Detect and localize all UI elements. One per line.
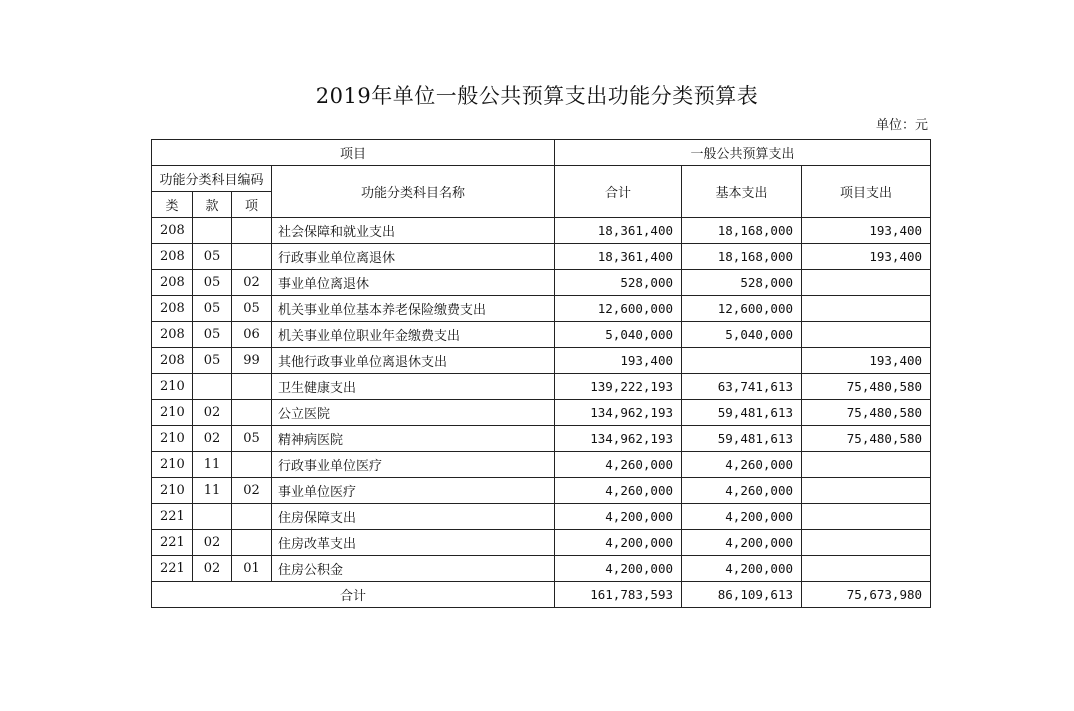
cell-basic: 63,741,613 [682,374,802,400]
cell-project: 75,480,580 [802,374,931,400]
header-basic: 基本支出 [682,166,802,218]
cell-xiang [232,374,272,400]
table-row [152,400,931,426]
cell-basic: 4,200,000 [682,530,802,556]
cell-lei: 210 [152,400,193,426]
cell-project: 75,480,580 [802,400,931,426]
cell-total: 18,361,400 [555,244,682,270]
cell-xiang: 99 [232,348,272,374]
cell-lei: 210 [152,374,193,400]
cell-basic: 18,168,000 [682,244,802,270]
cell-basic: 18,168,000 [682,218,802,244]
cell-xiang: 05 [232,426,272,452]
cell-basic: 59,481,613 [682,426,802,452]
cell-kuan: 02 [193,426,232,452]
table-row [152,322,931,348]
cell-project: 193,400 [802,244,931,270]
cell-total: 4,200,000 [555,530,682,556]
table-row [152,452,931,478]
cell-subject-name: 机关事业单位基本养老保险缴费支出 [272,296,555,322]
cell-total: 12,600,000 [555,296,682,322]
cell-total: 4,200,000 [555,556,682,582]
cell-subject-name: 行政事业单位离退休 [272,244,555,270]
cell-lei: 221 [152,530,193,556]
cell-xiang: 06 [232,322,272,348]
cell-subject-name: 其他行政事业单位离退休支出 [272,348,555,374]
cell-project [802,478,931,504]
cell-basic: 12,600,000 [682,296,802,322]
cell-kuan: 11 [193,478,232,504]
cell-basic: 4,260,000 [682,452,802,478]
cell-basic: 528,000 [682,270,802,296]
cell-subject-name: 住房保障支出 [272,504,555,530]
cell-basic: 4,260,000 [682,478,802,504]
header-total: 合计 [555,166,682,218]
cell-kuan: 05 [193,322,232,348]
table-row [152,426,931,452]
footer-total: 161,783,593 [555,582,682,608]
header-kuan: 款 [193,192,232,218]
cell-subject-name: 住房改革支出 [272,530,555,556]
cell-lei: 210 [152,478,193,504]
cell-basic: 5,040,000 [682,322,802,348]
cell-total: 528,000 [555,270,682,296]
cell-kuan: 02 [193,556,232,582]
cell-kuan: 11 [193,452,232,478]
header-code-group: 功能分类科目编码 [152,166,272,192]
cell-subject-name: 卫生健康支出 [272,374,555,400]
table-row [152,218,931,244]
cell-project [802,504,931,530]
cell-subject-name: 行政事业单位医疗 [272,452,555,478]
cell-kuan: 02 [193,400,232,426]
cell-lei: 208 [152,296,193,322]
cell-project [802,296,931,322]
cell-project: 193,400 [802,348,931,374]
footer-total-label: 合计 [152,582,555,608]
table-row [152,556,931,582]
cell-kuan: 02 [193,530,232,556]
cell-project: 193,400 [802,218,931,244]
header-general-budget: 一般公共预算支出 [555,140,931,166]
cell-subject-name: 机关事业单位职业年金缴费支出 [272,322,555,348]
cell-xiang: 01 [232,556,272,582]
table-row [152,478,931,504]
cell-total: 4,200,000 [555,504,682,530]
cell-lei: 208 [152,270,193,296]
cell-subject-name: 事业单位医疗 [272,478,555,504]
cell-total: 5,040,000 [555,322,682,348]
cell-project [802,530,931,556]
header-project-expense: 项目支出 [802,166,931,218]
cell-kuan [193,218,232,244]
cell-subject-name: 住房公积金 [272,556,555,582]
cell-lei: 208 [152,244,193,270]
table-row [152,530,931,556]
table-row [152,270,931,296]
cell-kuan [193,374,232,400]
cell-lei: 221 [152,556,193,582]
cell-xiang [232,530,272,556]
table-row [152,374,931,400]
cell-project: 75,480,580 [802,426,931,452]
cell-lei: 208 [152,218,193,244]
cell-lei: 210 [152,452,193,478]
cell-xiang [232,400,272,426]
header-project: 项目 [152,140,555,166]
cell-xiang [232,244,272,270]
table-row [152,244,931,270]
cell-kuan [193,504,232,530]
cell-lei: 210 [152,426,193,452]
page-title: 2019年单位一般公共预算支出功能分类预算表 [315,84,759,108]
cell-basic: 4,200,000 [682,504,802,530]
cell-project [802,270,931,296]
cell-basic [682,348,802,374]
budget-table [151,139,931,608]
unit-label: 单位：元 [875,118,928,133]
table-row [152,348,931,374]
cell-total: 193,400 [555,348,682,374]
cell-total: 4,260,000 [555,452,682,478]
cell-lei: 221 [152,504,193,530]
cell-kuan: 05 [193,348,232,374]
cell-kuan: 05 [193,244,232,270]
cell-basic: 4,200,000 [682,556,802,582]
cell-xiang: 02 [232,270,272,296]
cell-xiang: 05 [232,296,272,322]
cell-total: 4,260,000 [555,478,682,504]
cell-xiang [232,218,272,244]
cell-subject-name: 社会保障和就业支出 [272,218,555,244]
table-body [152,218,931,582]
cell-subject-name: 公立医院 [272,400,555,426]
cell-xiang: 02 [232,478,272,504]
cell-total: 18,361,400 [555,218,682,244]
header-lei: 类 [152,192,193,218]
footer-basic: 86,109,613 [682,582,802,608]
cell-subject-name: 精神病医院 [272,426,555,452]
table-row [152,296,931,322]
cell-total: 134,962,193 [555,400,682,426]
cell-subject-name: 事业单位离退休 [272,270,555,296]
cell-kuan: 05 [193,270,232,296]
cell-kuan: 05 [193,296,232,322]
cell-basic: 59,481,613 [682,400,802,426]
cell-lei: 208 [152,348,193,374]
table-row [152,504,931,530]
cell-xiang [232,452,272,478]
header-xiang: 项 [232,192,272,218]
cell-lei: 208 [152,322,193,348]
header-subject-name: 功能分类科目名称 [272,166,555,218]
cell-xiang [232,504,272,530]
footer-project: 75,673,980 [802,582,931,608]
cell-project [802,452,931,478]
cell-total: 139,222,193 [555,374,682,400]
cell-project [802,322,931,348]
cell-total: 134,962,193 [555,426,682,452]
cell-project [802,556,931,582]
